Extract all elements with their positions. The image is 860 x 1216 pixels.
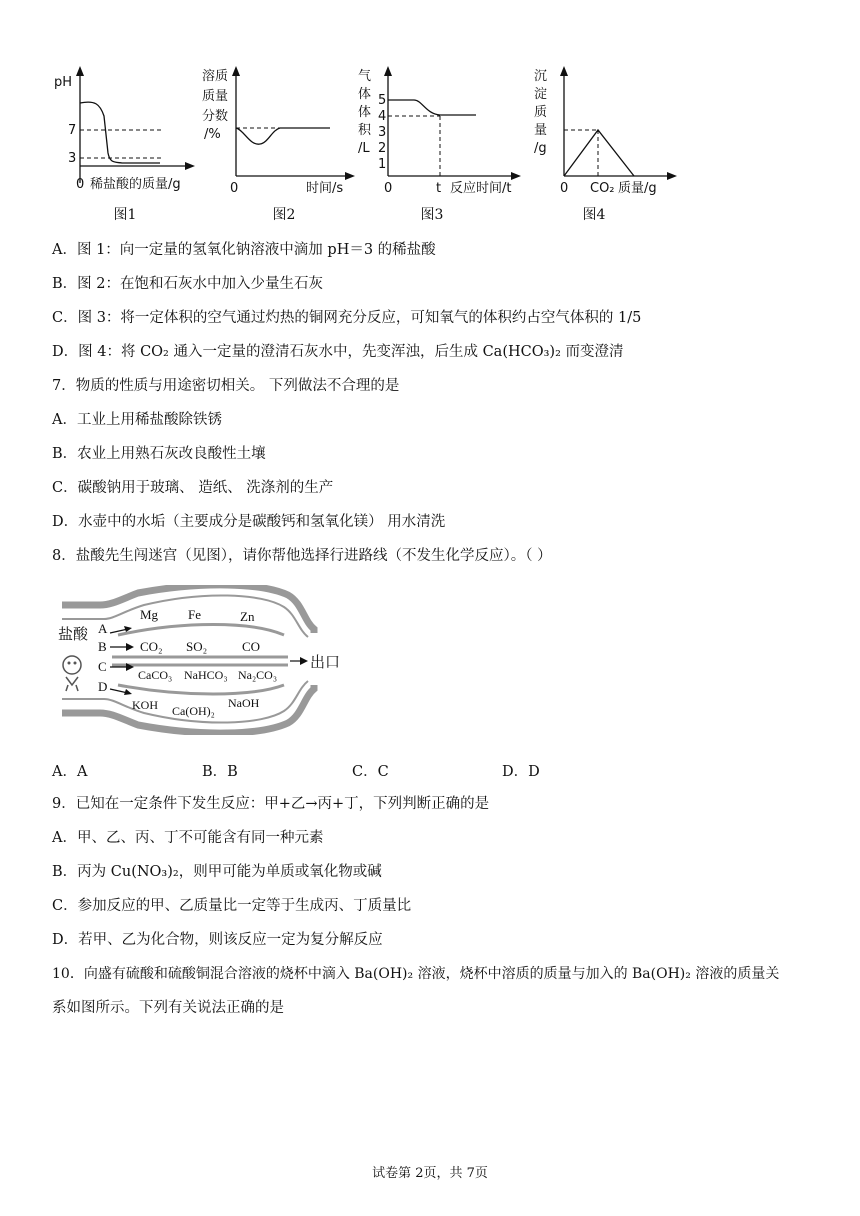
maze-start-label: 盐酸 <box>58 627 89 643</box>
figure-1 <box>50 58 200 223</box>
maze-figure <box>52 585 392 735</box>
fig3-tick-1: 1 <box>378 157 387 172</box>
row-a-item-1: Mg <box>140 607 159 622</box>
q7-stem: 7．物质的性质与用途密切相关。 下列做法不合理的是 <box>52 378 400 394</box>
fig1-caption: 图1 <box>113 207 137 223</box>
route-b-label: B <box>98 639 107 654</box>
fig3-tick-5: 5 <box>378 93 387 108</box>
q6-option-b: B．图 2：在饱和石灰水中加入少量生石灰 <box>52 276 323 292</box>
fig4-ylabel-1: 沉 <box>534 69 548 84</box>
fig1-ylabel: pH <box>54 75 73 90</box>
row-d-item-3: NaOH <box>228 696 260 710</box>
fig2-ylabel-3: 分数 <box>202 109 229 124</box>
fig1-origin: 0 <box>76 177 85 192</box>
q7-option-b: B．农业上用熟石灰改良酸性土壤 <box>52 446 266 462</box>
fig3-ylabel-3: 体 <box>358 105 372 120</box>
q8-option-b: B．B <box>202 764 238 780</box>
figure-4-graph <box>532 58 682 208</box>
row-b-item-3: CO <box>242 639 261 654</box>
fig3-ylabel-5: /L <box>358 141 370 156</box>
fig3-ylabel-1: 气 <box>358 69 372 84</box>
fig2-origin: 0 <box>230 181 239 196</box>
fig4-origin: 0 <box>560 181 569 196</box>
route-d-label: D <box>98 679 108 694</box>
fig2-xlabel: 时间/s <box>306 181 344 196</box>
figure-2-graph <box>200 58 360 208</box>
q8-options <box>52 760 652 780</box>
fig4-ylabel-3: 质 <box>534 105 548 120</box>
fig1-tick-3: 3 <box>68 151 77 166</box>
fig4-xlabel: 质量/g <box>618 181 657 196</box>
fig4-co2: CO₂ <box>590 181 615 196</box>
figure-3 <box>356 58 526 223</box>
q9-option-b: B．丙为 Cu(NO₃)₂，则甲可能为单质或氧化物或碱 <box>52 864 382 880</box>
figure-1-graph <box>50 58 200 208</box>
fig3-xlabel: 反应时间/t <box>450 181 512 196</box>
fig1-xlabel: 稀盐酸的质量/g <box>90 177 181 192</box>
fig3-caption: 图3 <box>420 207 444 223</box>
row-d-item-2: Ca(OH)₂ <box>172 704 215 718</box>
figure-2 <box>200 58 360 223</box>
q9-option-a: A．甲、乙、丙、丁不可能含有同一种元素 <box>52 830 324 846</box>
fig1-tick-7: 7 <box>68 123 77 138</box>
row-b-item-1: CO₂ <box>140 639 163 654</box>
route-c-label: C <box>98 659 107 674</box>
q6-option-c: C．图 3：将一定体积的空气通过灼热的铜网充分反应，可知氧气的体积约占空气体积的 1/5 <box>52 310 642 326</box>
figure-4 <box>532 58 682 223</box>
q8-option-c: C．C <box>352 764 389 780</box>
fig3-tick-4: 4 <box>378 109 387 124</box>
q9-stem: 9．已知在一定条件下发生反应：甲+乙→丙+丁，下列判断正确的是 <box>52 796 490 812</box>
row-c-item-3: Na₂CO₃ <box>238 668 278 682</box>
fig2-caption: 图2 <box>272 207 296 223</box>
route-a-label: A <box>98 621 108 636</box>
row-a-item-3: Zn <box>240 609 255 624</box>
q9-option-d: D．若甲、乙为化合物，则该反应一定为复分解反应 <box>52 932 383 948</box>
maze-diagram <box>52 585 392 735</box>
fig3-tick-2: 2 <box>378 141 387 156</box>
fig4-ylabel-2: 淀 <box>534 87 548 102</box>
q6-option-d: D．图 4：将 CO₂ 通入一定量的澄清石灰水中，先变浑浊，后生成 Ca(HCO₃)₂ 而变澄清 <box>52 344 624 360</box>
row-b-item-2: SO₂ <box>186 639 208 654</box>
q7-option-d: D．水壶中的水垢（主要成分是碳酸钙和氢氧化镁） 用水清洗 <box>52 514 446 530</box>
page-footer: 试卷第 2页，共 7页 <box>372 1166 488 1181</box>
fig4-ylabel-5: /g <box>534 141 547 156</box>
fig2-ylabel-2: 质量 <box>202 89 229 104</box>
fig3-ylabel-4: 积 <box>358 123 372 138</box>
fig2-ylabel-4: /% <box>204 127 221 142</box>
figures-row <box>40 58 680 228</box>
q6-option-a: A．图 1：向一定量的氢氧化钠溶液中滴加 pH＝3 的稀盐酸 <box>52 242 436 258</box>
figure-3-graph <box>356 58 526 208</box>
fig3-t-label: t <box>436 181 442 196</box>
fig2-ylabel-1: 溶质 <box>202 69 229 84</box>
q8-option-d: D．D <box>502 764 540 780</box>
q10-stem-line-2: 系如图所示。下列有关说法正确的是 <box>52 1000 284 1016</box>
row-d-item-1: KOH <box>132 698 158 712</box>
q8-stem: 8．盐酸先生闯迷宫（见图），请你帮他选择行进路线（不发生化学反应）。（ ） <box>52 548 552 564</box>
q7-option-c: C．碳酸钠用于玻璃、 造纸、 洗涤剂的生产 <box>52 480 334 496</box>
q10-stem-line-1: 10．向盛有硫酸和硫酸铜混合溶液的烧杯中滴入 Ba(OH)₂ 溶液，烧杯中溶质的质量与加入的 Ba(OH)₂ 溶液的质量关 <box>52 966 780 982</box>
q7-option-a: A．工业上用稀盐酸除铁锈 <box>52 412 222 428</box>
fig3-ylabel-2: 体 <box>358 87 372 102</box>
q9-option-c: C．参加反应的甲、乙质量比一定等于生成丙、丁质量比 <box>52 898 412 914</box>
fig3-tick-3: 3 <box>378 125 387 140</box>
maze-exit-label: 出口 <box>310 655 341 671</box>
row-c-item-2: NaHCO₃ <box>184 668 228 682</box>
row-c-item-1: CaCO₃ <box>138 668 173 682</box>
q8-option-a: A．A <box>52 764 88 780</box>
fig4-caption: 图4 <box>582 207 606 223</box>
row-a-item-2: Fe <box>188 607 201 622</box>
fig3-origin: 0 <box>384 181 393 196</box>
fig4-ylabel-4: 量 <box>534 123 548 138</box>
